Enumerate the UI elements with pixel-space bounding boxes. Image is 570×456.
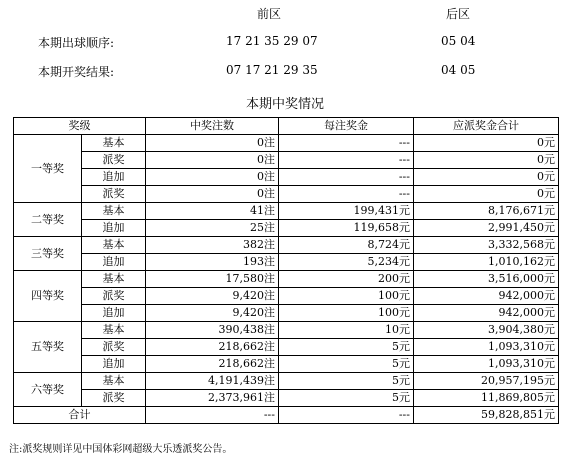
table-row: [14, 254, 559, 271]
row-count: 0注: [146, 135, 279, 152]
row-type: 基本: [82, 203, 146, 220]
table-row: [14, 169, 559, 186]
row-prize: 199,431元: [279, 203, 414, 220]
draw-order-front: 17 21 35 29 07: [226, 34, 318, 48]
row-count: 0注: [146, 186, 279, 203]
draw-order-back: 05 04: [441, 34, 476, 48]
row-total: 8,176,671元: [414, 203, 559, 220]
row-type: 派奖: [82, 186, 146, 203]
row-count: 218,662注: [146, 339, 279, 356]
row-type: 追加: [82, 220, 146, 237]
row-prize: 5元: [279, 390, 414, 407]
row-prize: ---: [279, 152, 414, 169]
front-zone-label: 前区: [257, 7, 282, 21]
row-prize: 119,658元: [279, 220, 414, 237]
result-label: 本期开奖结果:: [38, 65, 115, 79]
row-count: 9,420注: [146, 305, 279, 322]
row-type: 追加: [82, 305, 146, 322]
prize-level: 二等奖: [14, 203, 82, 237]
row-count: 25注: [146, 220, 279, 237]
row-total: 1,093,310元: [414, 356, 559, 373]
row-total: 0元: [414, 135, 559, 152]
row-count: 4,191,439注: [146, 373, 279, 390]
row-count: 0注: [146, 152, 279, 169]
row-total: 0元: [414, 152, 559, 169]
row-total: 20,957,195元: [414, 373, 559, 390]
row-total: 0元: [414, 169, 559, 186]
row-prize: ---: [279, 169, 414, 186]
table-row: [14, 186, 559, 203]
row-total: 1,093,310元: [414, 339, 559, 356]
col-header-level: 奖级: [14, 118, 146, 135]
table-row: [14, 390, 559, 407]
row-count: 41注: [146, 203, 279, 220]
row-count: 390,438注: [146, 322, 279, 339]
table-row: [14, 152, 559, 169]
row-total: 942,000元: [414, 288, 559, 305]
row-total: 0元: [414, 186, 559, 203]
row-prize: 100元: [279, 288, 414, 305]
table-row: [14, 339, 559, 356]
footnote: 注:派奖规则详见中国体彩网超级大乐透派奖公告。: [9, 444, 233, 455]
back-zone-label: 后区: [446, 7, 471, 21]
table-row: [14, 305, 559, 322]
row-type: 基本: [82, 322, 146, 339]
row-prize: 5元: [279, 356, 414, 373]
prize-level: 六等奖: [14, 373, 82, 407]
result-back: 04 05: [441, 63, 476, 77]
summary-total: 59,828,851元: [414, 407, 559, 424]
row-prize: 100元: [279, 305, 414, 322]
row-prize: ---: [279, 135, 414, 152]
row-total: 942,000元: [414, 305, 559, 322]
row-count: 0注: [146, 169, 279, 186]
table-row: [14, 322, 559, 339]
row-type: 基本: [82, 237, 146, 254]
summary-count: ---: [146, 407, 279, 424]
row-count: 218,662注: [146, 356, 279, 373]
row-type: 派奖: [82, 288, 146, 305]
prize-level: 三等奖: [14, 237, 82, 271]
row-prize: 5元: [279, 339, 414, 356]
row-prize: ---: [279, 186, 414, 203]
row-prize: 5元: [279, 373, 414, 390]
table-row: [14, 271, 559, 288]
row-type: 基本: [82, 271, 146, 288]
summary-prize: ---: [279, 407, 414, 424]
row-total: 2,991,450元: [414, 220, 559, 237]
table-row: [14, 373, 559, 390]
summary-row: [14, 407, 559, 424]
row-total: 3,904,380元: [414, 322, 559, 339]
row-type: 基本: [82, 135, 146, 152]
row-total: 3,332,568元: [414, 237, 559, 254]
row-prize: 5,234元: [279, 254, 414, 271]
row-total: 11,869,805元: [414, 390, 559, 407]
row-type: 派奖: [82, 339, 146, 356]
table-row: [14, 237, 559, 254]
col-header-count: 中奖注数: [146, 118, 279, 135]
row-total: 3,516,000元: [414, 271, 559, 288]
row-prize: 10元: [279, 322, 414, 339]
prize-level: 五等奖: [14, 322, 82, 373]
row-count: 2,373,961注: [146, 390, 279, 407]
prize-table: [13, 117, 559, 424]
col-header-prize: 每注奖金: [279, 118, 414, 135]
row-prize: 200元: [279, 271, 414, 288]
row-type: 追加: [82, 254, 146, 271]
result-front: 07 17 21 29 35: [226, 63, 318, 77]
prize-level: 四等奖: [14, 271, 82, 322]
row-type: 基本: [82, 373, 146, 390]
table-row: [14, 288, 559, 305]
row-count: 382注: [146, 237, 279, 254]
row-type: 追加: [82, 356, 146, 373]
row-type: 追加: [82, 169, 146, 186]
row-count: 17,580注: [146, 271, 279, 288]
table-row: [14, 203, 559, 220]
row-type: 派奖: [82, 390, 146, 407]
row-count: 9,420注: [146, 288, 279, 305]
row-type: 派奖: [82, 152, 146, 169]
prize-level: 一等奖: [14, 135, 82, 203]
draw-order-label: 本期出球顺序:: [38, 36, 115, 50]
row-total: 1,010,162元: [414, 254, 559, 271]
section-title: 本期中奖情况: [246, 97, 325, 112]
row-count: 193注: [146, 254, 279, 271]
table-row: [14, 220, 559, 237]
summary-label: 合计: [14, 407, 146, 424]
col-header-total: 应派奖金合计: [414, 118, 559, 135]
table-row: [14, 135, 559, 152]
row-prize: 8,724元: [279, 237, 414, 254]
table-row: [14, 356, 559, 373]
table-header-row: [14, 118, 559, 135]
